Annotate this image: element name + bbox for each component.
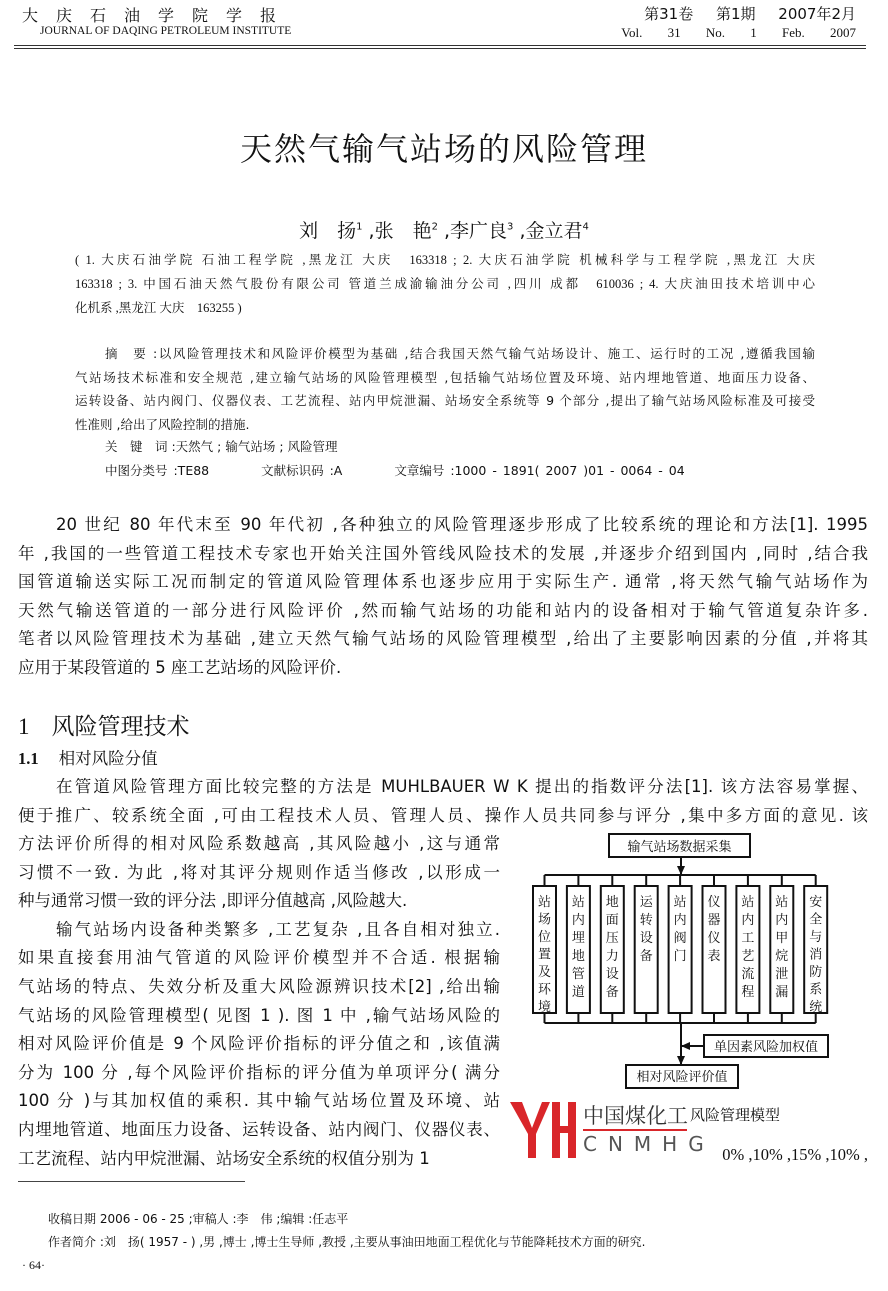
factor-label-char: 流 [741, 967, 755, 982]
subsection-title: 相对风险分值 [58, 749, 158, 768]
factor-label-char: 门 [673, 949, 687, 964]
text-line: 方法评价所得的相对风险系数越高 ,其风险越小 ,这与通常 [18, 834, 500, 853]
arrow-icon [677, 866, 685, 875]
factor-label-char: 系 [809, 982, 823, 998]
text-line: 年 ,我国的一些管道工程技术专家也开始关注国外管线风险技术的发展 ,并逐步介绍到国内 ,同时 ,结合我 [18, 543, 868, 563]
text-line: 100 分 )与其加权值的乘积. 其中输气站场位置及环境、站 [18, 1091, 500, 1111]
paper-title: 天然气输气站场的风险管理 [239, 130, 648, 168]
factor-label-char: 地 [571, 949, 585, 964]
factor-label-char: 全 [809, 912, 823, 928]
text-line: 分为 100 分 ,每个风险评价指标的评分值为单项评分( 满分 [18, 1062, 500, 1082]
text-line: 20 世纪 80 年代末至 90 年代初 ,各种独立的风险管理逐步形成了比较系统的理论和方法[1]. 1995 [56, 515, 868, 534]
factor-label-char: 防 [809, 965, 823, 980]
affiliation-marker: 1 [356, 221, 363, 233]
text-line: 在管道风险管理方面比较完整的方法是 MUHLBAUER W K 提出的指数评分法[1]. 该方法容易掌握、 [56, 777, 868, 796]
text-line: 输气站场内设备种类繁多 ,工艺复杂 ,且各自相对独立. [56, 919, 500, 939]
watermark-text-en: CNMHG [583, 1132, 715, 1156]
line-text: 工艺流程、站内甲烷泄漏、站场安全系统的权值分别为 1 [18, 1149, 430, 1168]
text-line: 应用于某段管道的 5 座工艺站场的风险评价. [18, 657, 342, 677]
watermark-rule [583, 1129, 687, 1131]
factor-label-char: 地 [605, 895, 619, 910]
author: ,张 艳$^2$ [362, 220, 438, 242]
affiliation-marker: 2 [431, 221, 438, 233]
text-line: ( 1. 大庆石油学院 石油工程学院 ,黑龙江 大庆 163318 ; 2. 大庆石油学院 机械科学与工程学院 ,黑龙江 大庆 [75, 253, 815, 267]
top-box-label: 输气站场数据采集 [627, 840, 732, 855]
factor-label-char: 及 [537, 965, 552, 980]
factor-label-char: 设 [639, 931, 653, 946]
text-line: 如果直接套用油气管道的风险评价模型并不合适. 根据输 [18, 948, 500, 968]
text-line: 163318 ; 3. 中国石油天然气股份有限公司 管道兰成渝输油分公司 ,四川 成都 610036 ; 4. 大庆油田技术培训中心 [75, 277, 815, 291]
line-text-tail: 0% ,10% ,15% ,10% , [722, 1145, 868, 1164]
factor-label-char: 仪 [707, 931, 721, 946]
factor-label-char: 安 [809, 895, 823, 910]
factor-label-char: 力 [605, 949, 619, 964]
arrow-icon [677, 1056, 685, 1065]
section-title: 风险管理技术 [51, 714, 190, 740]
journal-name-en: JOURNAL OF DAQING PETROLEUM INSTITUTE [40, 25, 292, 37]
text-line: 气站场技术标准和安全规范 ,建立输气站场的风险管理模型 ,包括输气站场位置及环境、站内埋地管道、地面压力设备、 [75, 369, 815, 385]
factor-label-char: 与 [809, 930, 823, 945]
author: 刘 扬$^1$ [299, 220, 363, 242]
arrow-icon [681, 1042, 690, 1050]
factor-label-char: 内 [775, 913, 789, 928]
watermark-text-cn: 中国煤化工 [583, 1104, 688, 1128]
factor-label-char: 漏 [775, 985, 789, 1000]
factor-label-char: 表 [707, 949, 721, 964]
footnote-received: 收稿日期 2006 - 06 - 25 ;审稿人 :李 伟 ;编辑 :任志平 [48, 1212, 349, 1226]
affiliation-marker: 4 [582, 221, 589, 233]
text-line: 便于推广、较系统全面 ,可由工程技术人员、管理人员、操作人员共同参与评分 ,集中多方面的意见. 该 [18, 805, 868, 825]
text-line: 内埋地管道、地面压力设备、运转设备、站内阀门、仪器仪表、 [18, 1119, 500, 1139]
text-line: 习惯不一致. 为此 ,将对其评分规则作适当修改 ,以形成一 [18, 862, 500, 882]
factor-label-char: 艺 [741, 949, 755, 964]
article-number: 文章编号 :1000 - 1891( 2007 )01 - 0064 - 04 [394, 463, 685, 478]
journal-name-cn: 大庆石油学院学报 [22, 6, 295, 25]
text-line: 笔者以风险管理技术为基础 ,建立天然气输气站场的风险管理模型 ,给出了主要影响因素的分值 ,并将其 [18, 629, 868, 648]
factor-label-char: 运 [639, 895, 653, 910]
text-line: 性准则 ,给出了风险控制的措施. [75, 416, 250, 432]
factor-label-char: 位 [537, 930, 552, 945]
factor-label-char: 站 [673, 895, 687, 910]
text-line: 运转设备、站内阀门、仪器仪表、工艺流程、站内甲烷泄漏、站场安全系统等 9 个部分 ,提出了输气站场风险标准及可接受 [75, 393, 815, 408]
result-box-label: 相对风险评价值 [636, 1070, 728, 1085]
author: ,金立君$^4$ [513, 220, 589, 242]
factor-label-char: 站 [537, 895, 552, 910]
text-line: 气站场的风险管理模型( 见图 1 ). 图 1 中 ,输气站场风险的 [18, 1005, 500, 1025]
section-number: 1 [18, 714, 30, 739]
factor-label-char: 甲 [775, 931, 789, 946]
factor-label-char: 仪 [707, 895, 721, 910]
issue-info-en: Vol. 31 No. 1 Feb. 2007 [621, 25, 856, 40]
footnote-rule [18, 1181, 245, 1182]
text-line: 种与通常习惯一致的评分法 ,即评分值越高 ,风险越大. [18, 891, 408, 911]
text-line: 相对风险评价值是 9 个风险评价指标的评分值之和 ,该值满 [18, 1034, 500, 1054]
affiliation-marker: 3 [507, 221, 514, 233]
factor-label-char: 泄 [775, 967, 789, 982]
document-code: 文献标识码 :A [261, 463, 343, 478]
factor-label-char: 置 [537, 947, 552, 963]
factor-label-char: 场 [537, 912, 552, 928]
clc-number: 中图分类号 :TE88 [105, 463, 210, 478]
page-number: · 64· [22, 1258, 45, 1272]
watermark [510, 1098, 810, 1160]
text-line: 摘 要 :以风险管理技术和风险评价模型为基础 ,结合我国天然气输气站场设计、施工、运行时的工况 ,遵循我国输 [105, 346, 815, 361]
factor-label-char: 统 [809, 1000, 823, 1015]
keywords: 关 键 词 :天然气 ; 输气站场 ; 风险管理 [105, 439, 338, 454]
factor-label-char: 设 [605, 967, 619, 982]
factor-label-char: 阀 [673, 931, 687, 946]
factor-label-char: 转 [639, 913, 653, 928]
weight-box-label: 单因素风险加权值 [713, 1040, 819, 1055]
factor-label-char: 工 [741, 931, 755, 946]
factor-label-char: 消 [809, 947, 823, 963]
factor-label-char: 器 [707, 913, 721, 928]
factor-label-char: 内 [673, 913, 687, 928]
factor-label-char: 程 [741, 985, 755, 1000]
factor-label-char: 备 [639, 949, 653, 964]
subsection-number: 1.1 [18, 749, 39, 768]
factor-label-char: 站 [775, 895, 789, 910]
text-line: 天然气输送管道的一部分进行风险评价 ,然而输气站场的功能和站内的设备相对于输气管道复杂许多. [18, 600, 868, 620]
factor-label-char: 压 [605, 931, 619, 946]
factor-label-char: 内 [571, 913, 585, 928]
factor-label-char: 内 [741, 913, 755, 928]
factor-label-char: 埋 [571, 931, 585, 946]
watermark-logo [510, 1098, 580, 1160]
factor-label-char: 站 [741, 895, 755, 910]
text-line: 化机系 ,黑龙江 大庆 163255 ) [75, 301, 242, 315]
factor-label-char: 站 [571, 895, 585, 910]
text-line: 气站场的特点、失效分析及重大风险源辨识技术[2] ,给出输 [18, 976, 500, 996]
factor-label-char: 道 [571, 985, 585, 1000]
footnote-author-bio: 作者简介 :刘 扬( 1957 - ) ,男 ,博士 ,博士生导师 ,教授 ,主要从事油田地面工程优化与节能降耗技术方面的研究. [48, 1235, 646, 1249]
factor-label-char: 备 [605, 985, 619, 1000]
factor-label-char: 管 [571, 967, 585, 982]
factor-label-char: 面 [605, 913, 619, 928]
text-line: 国管道输送实际工况而制定的管道风险管理体系也逐步应用于实际生产. 通常 ,将天然气输气站场作为 [18, 572, 868, 591]
author: ,李广良$^3$ [437, 220, 514, 242]
figure-caption: 风险管理模型 [690, 1106, 781, 1124]
factor-label-char: 境 [537, 1000, 552, 1015]
factor-label-char: 烷 [775, 949, 789, 964]
factor-label-char: 环 [537, 982, 552, 998]
issue-info-cn: 第31卷 第1期 2007年2月 [644, 5, 856, 23]
